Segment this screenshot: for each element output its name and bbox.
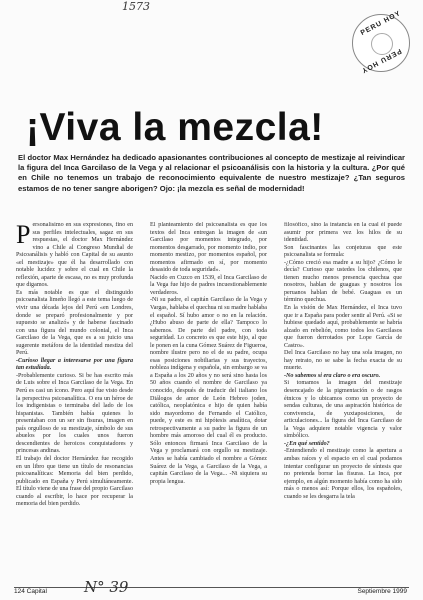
interview-question: -¿En qué sentido? [284, 440, 330, 447]
badge-label-top: PERU HOY [359, 9, 403, 38]
badge-label-bottom: PERU HOY [359, 46, 403, 75]
footer-rule [14, 587, 409, 588]
article-column-1 [16, 222, 133, 567]
peru-hoy-badge [352, 9, 410, 75]
article-column-2 [150, 222, 267, 567]
paragraph-text: ersonalísimo en sus expresiones, fino en sus perfiles intelectuales, sagaz en sus respuestas, el doctor Max Hernández vino a Chile al Congreso Mundial de Psicoanálisis y habló con Capital de su asunto «el mestizaje» que él ha desarrollado con notable lucidez y sobre el cual en Chile la reflexión, aparte de escasa, no es muy profunda que digamos. [16, 222, 133, 289]
article-title: ¡Viva la mezcla! [26, 106, 324, 149]
issue-date: Septiembre 1999 [357, 588, 407, 595]
paragraph-with-dropcap [16, 222, 133, 290]
paragraph: -Entendiendo el mestizaje como la apertura a ambas raíces y el espacio en el cual podamos intentar configurar un proyecto de síntesis que no pretenda borrar las fisuras. La Inca, por ejemplo, en algún momento había como ha sido más o menos así: Porque ellos, los españoles, cuando se les desgarra la tela [284, 448, 402, 500]
handwritten-note-top: 1573 [122, 0, 150, 13]
interview-question: -Curioso llegar a interesarse por una figura tan estudiada. [16, 357, 133, 372]
paragraph: -Ni su padre, el capitán Garcilaso de la Vega y Vargas, hablaba el quechua ni su madre hablaba el español. Sí hubo amor o no en la relación. ¿Hubo abuso de parte de ella? Tampoco lo sabemos. De parte del padre, con toda seguridad. Lo concreto es que este hijo, al que le ponen en la cuna Gómez Suárez de Figueroa, nombre ilustre pero no el de su padre, ocupa esas posiciones nobiliarias y sus trayectos, nobleza indígena y española, sin embargo se va a España a los 20 años y no será sino hasta los 50 años cuando el nombre de Garcilaso ya conocido, después de traducir del italiano los Diálogos de amor de León Hebreo joden, católica, neoplatónica e hijo de quien había sido mayordomo de Fernando el Católico, puede, y este es mi hipótesis analítica, dotar retrospectivamente a su padre la figura de un hombre más amoroso del cual él es producto. Sólo entonces firmará Inca Garcilaso de la Vega y proclamará con orgullo su mestizaje. Antes se había cambiado el nombre a Gómez Suárez de la Vega, a Garcilaso de la Vega, a capitán Garcilaso de la Vega... -Ni siquiera su propia lengua. [150, 297, 267, 485]
paragraph: -¿Cómo creció esa madre a su hijo? ¿Cómo le decía? Curioso que ustedes los chilenos, que tienen mucho menos presencia quechua que nosotros, hablan de guaguas y nosotros los peruanos hablan de bebé. Guaguas es un término quechua. [284, 259, 402, 304]
paragraph: Son fascinantes las conjeturas que este psicoanalista se formula: [284, 244, 402, 259]
paragraph: Es más notable es que el distinguido psicoanalista limeño llegó a este tema luego de vivir una década lejos del Perú «en Londres, donde se preparó profesionalmente y por supuesto se analizó» y de haberse fascinado con una figura del mundo colonial, el Inca Garcilaso de la Vega, que es a su juicio una sugerente metáfora de la identidad mestiza del Perú. [16, 289, 133, 357]
page-folio: 124 Capital [14, 588, 47, 595]
article-column-3 [284, 222, 402, 567]
drop-cap: P [16, 222, 31, 249]
paragraph: filosófico, sino la instancia en la cual él puede asumir por primera vez los hilos de su identidad. [284, 222, 402, 244]
paragraph: Del Inca Garcilaso no hay una sola imagen, no hay retrato, no se sabe la fecha exacta de su muerte. [284, 350, 402, 372]
paragraph: El trabajo del doctor Hernández fue recogido en un libro que tiene un título de resonancias psicoanalíticas: Memoria del bien perdido, publicado en España y Perú simultáneamente. El título viene de una frase del propio Garcilaso cuando al escribir, lo hace por recuperar la memoria del bien perdido. [16, 455, 133, 508]
paragraph: Si tomamos la imagen del mestizaje desencajado de la pigmentación o de rasgos étnicos y lo ubicamos como un proyecto de sendas culturas, de una aspiración histórica de convivencia, de yuxtaposiciones, de articulaciones... la figura del Inca Garcilaso de la Vega adquiere notable vigencia y valor simbólico. [284, 380, 402, 440]
paragraph: Nacido en Cuzco en 1539, el Inca Garcilaso de la Vega fue hijo de padres incuestionablemente verdaderos. [150, 274, 267, 296]
handwritten-note-bottom: N° 39 [84, 578, 129, 596]
paragraph: En la visión de Max Hernández, el Inca tuvo que ir a España para poder sentir al Perú. «Si se hubiese quedado aquí, probablemente se habría alzado en rebelión, como todos los Garcilasos que fueron derrotados por Lope García de Castro». [284, 305, 402, 349]
article-lead: El doctor Max Hernández ha dedicado apasionantes contribuciones al concepto de mestizaje al reivindicar la figura del Inca Garcilaso de la Vega y al relacionar el psicoanálisis con la historia y la cultura. ¿Por qué en Chile no tenemos un trabajo de reconocimiento equivalente de nuestro mestizaje? ¿Tan seguros estamos de no tener sangre aborigen? Ojo: ¡la mezcla es señal de modernidad! [18, 153, 405, 193]
interview-question: -No sabemos si era claro o era oscuro. [284, 372, 381, 379]
paragraph: -Probablemente curioso. Si be has escrito más de Luis sobre el Inca Garcilaso de la Vega. En Perú es casi un ícono. Pero aquí fue visto desde la perspectiva psicoanalítica. O era un héroe de los indigenistas o terminaba del lado de los hispanistas. También había quienes lo presentaban con un ser sin fisuras, imagen en país orgulloso de su mestizaje, símbolo de sus abuelos por los cuales unos fueron descendientes de heroicos conquistadores y princesas andinas. [16, 372, 133, 455]
paragraph: El planteamiento del psicoanalista es que los textos del Inca entregan la imagen de «un Garcilaso por momentos integrado, por momentos desgarrado, por momento indio, por momento mestizo, por momentos español, por momentos afirmado en sí, por momento desasido de toda seguridad». [150, 222, 267, 274]
